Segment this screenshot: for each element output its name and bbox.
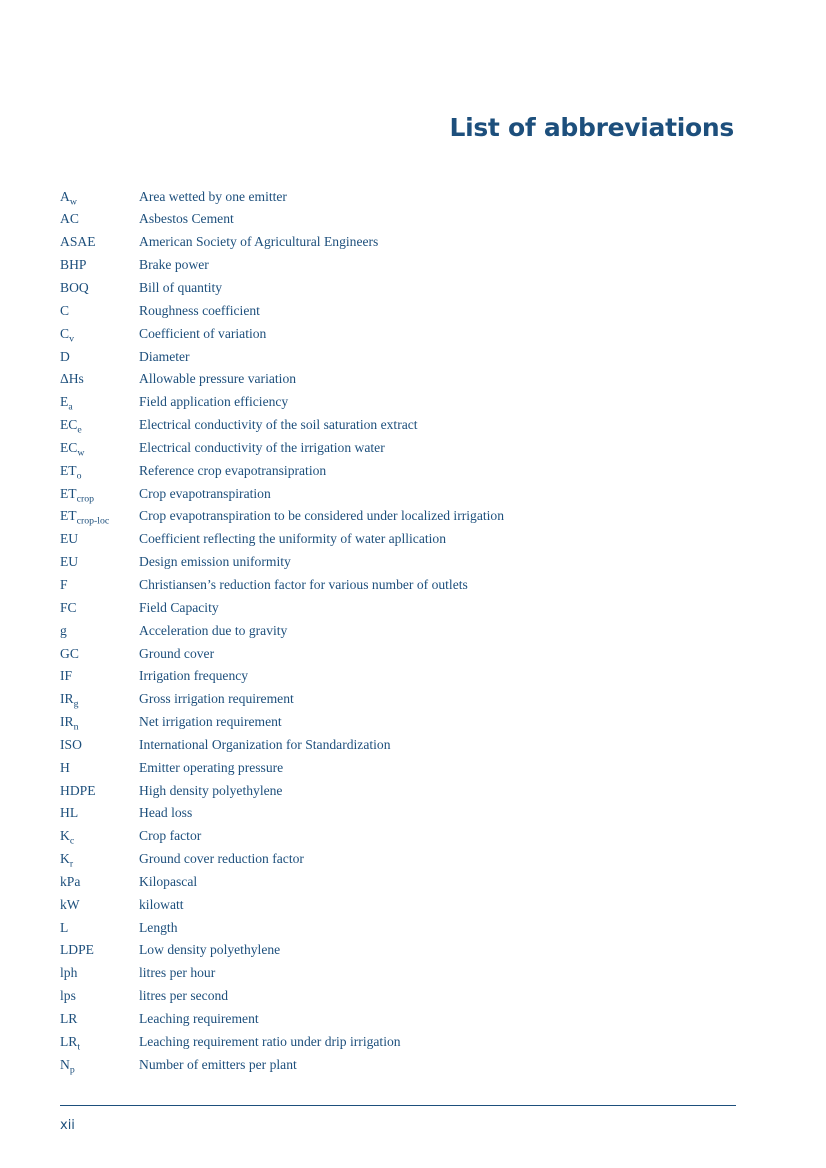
abbreviation-row <box>60 665 760 688</box>
abbreviation-term <box>60 669 139 683</box>
abbreviation-row <box>60 1007 760 1030</box>
abbreviation-subscript: r <box>69 858 74 870</box>
page-title: List of abbreviations <box>449 113 734 142</box>
abbreviation-definition: Field application efficiency <box>139 394 289 410</box>
abbreviation-row <box>60 802 760 825</box>
abbreviation-definition: Asbestos Cement <box>139 211 234 227</box>
abbreviation-term <box>60 258 139 272</box>
abbreviation-definition: Allowable pressure variation <box>139 371 297 387</box>
abbreviation-symbol: ΔHs <box>60 371 84 387</box>
abbreviation-row <box>60 847 760 870</box>
abbreviation-term <box>60 188 139 208</box>
abbreviation-row <box>60 916 760 939</box>
abbreviation-term <box>60 943 139 957</box>
abbreviation-term <box>60 462 139 482</box>
abbreviation-definition: Kilopascal <box>139 873 198 889</box>
abbreviation-definition: Crop factor <box>139 828 202 844</box>
abbreviation-term <box>60 508 139 527</box>
abbreviation-symbol: ET <box>60 485 77 501</box>
abbreviation-definition: Acceleration due to gravity <box>139 622 288 638</box>
abbreviation-term <box>60 325 139 345</box>
abbreviation-row <box>60 779 760 802</box>
abbreviation-term <box>60 714 139 733</box>
abbreviation-definition: Number of emitters per plant <box>139 1056 297 1072</box>
abbreviation-symbol: L <box>60 919 69 935</box>
abbreviation-definition: Bill of quantity <box>139 280 223 295</box>
abbreviation-definition: Design emission uniformity <box>139 554 291 570</box>
abbreviation-symbol: g <box>60 622 67 638</box>
abbreviation-term <box>60 647 139 661</box>
abbreviation-row <box>60 1053 760 1076</box>
abbreviation-definition: Roughness coefficient <box>139 302 260 318</box>
abbreviation-row <box>60 939 760 962</box>
abbreviation-symbol: EU <box>60 554 79 570</box>
abbreviation-symbol: ISO <box>60 736 82 752</box>
abbreviation-symbol: lps <box>60 988 76 1004</box>
abbreviation-subscript: g <box>73 698 79 710</box>
abbreviation-definition: High density polyethylene <box>139 782 283 798</box>
footer-rule <box>60 1105 736 1106</box>
abbreviation-term <box>60 966 139 980</box>
abbreviation-definition: Field Capacity <box>139 599 219 615</box>
abbreviation-term <box>60 532 139 546</box>
abbreviation-symbol: IF <box>60 668 73 684</box>
abbreviation-row <box>60 254 760 277</box>
abbreviation-row <box>60 208 760 231</box>
abbreviation-term <box>60 555 139 569</box>
abbreviation-definition: Ground cover <box>139 645 215 661</box>
abbreviation-definition: Christiansen’s reduction factor for various number of outlets <box>139 576 468 592</box>
abbreviation-row <box>60 642 760 665</box>
abbreviation-term <box>60 212 139 226</box>
abbreviation-term <box>60 578 139 592</box>
abbreviation-term <box>60 921 139 935</box>
abbreviation-row <box>60 893 760 916</box>
abbreviation-definition: Area wetted by one emitter <box>139 188 287 204</box>
abbreviation-subscript: e <box>77 424 82 436</box>
abbreviation-row <box>60 870 760 893</box>
abbreviation-definition: Crop evapotranspiration <box>139 485 271 501</box>
abbreviation-row <box>60 413 760 436</box>
abbreviation-subscript: o <box>76 470 82 482</box>
abbreviation-term <box>60 989 139 1003</box>
abbreviation-symbol: K <box>60 828 70 844</box>
abbreviation-row <box>60 505 760 528</box>
abbreviation-term <box>60 875 139 889</box>
abbreviation-definition: Length <box>139 919 178 935</box>
abbreviation-row <box>60 185 760 208</box>
abbreviation-row <box>60 596 760 619</box>
abbreviation-symbol: ET <box>60 462 77 478</box>
abbreviation-definition: Electrical conductivity of the irrigation water <box>139 439 385 455</box>
abbreviation-term <box>60 601 139 615</box>
abbreviation-symbol: A <box>60 188 70 204</box>
abbreviation-subscript: a <box>68 401 73 413</box>
abbreviation-symbol: D <box>60 348 70 364</box>
abbreviation-definition: Head loss <box>139 805 193 821</box>
abbreviation-term <box>60 851 139 870</box>
abbreviation-definition: International Organization for Standardization <box>139 736 391 752</box>
abbreviation-symbol: EC <box>60 417 78 433</box>
abbreviation-definition: Irrigation frequency <box>139 668 249 684</box>
abbreviation-row <box>60 985 760 1008</box>
abbreviation-definition: Coefficient reflecting the uniformity of water apllication <box>139 531 447 547</box>
abbreviation-symbol: HL <box>60 805 79 821</box>
abbreviation-definition: litres per second <box>139 988 229 1004</box>
abbreviation-subscript: w <box>69 196 77 208</box>
abbreviation-definition: Reference crop evapotransipration <box>139 462 327 478</box>
abbreviation-term <box>60 1033 139 1053</box>
abbreviation-term <box>60 784 139 798</box>
abbreviation-row <box>60 276 760 299</box>
abbreviation-term <box>60 417 139 436</box>
abbreviation-symbol: ET <box>60 508 77 524</box>
abbreviation-term <box>60 372 139 386</box>
abbreviation-symbol: LR <box>60 1033 78 1049</box>
abbreviation-symbol: ASAE <box>60 234 96 250</box>
abbreviation-term <box>60 691 139 710</box>
abbreviation-symbol: BOQ <box>60 280 89 295</box>
abbreviation-row <box>60 345 760 368</box>
abbreviation-symbol: EU <box>60 531 79 547</box>
abbreviation-term <box>60 806 139 820</box>
abbreviation-symbol: N <box>60 1056 70 1072</box>
abbreviation-definition: Diameter <box>139 348 190 364</box>
abbreviation-row <box>60 710 760 733</box>
abbreviation-symbol: LR <box>60 1011 78 1026</box>
abbreviation-definition: Coefficient of variation <box>139 325 267 341</box>
abbreviation-term <box>60 394 139 413</box>
abbreviation-definition: Electrical conductivity of the soil saturation extract <box>139 417 418 433</box>
abbreviation-definition: Emitter operating pressure <box>139 759 284 775</box>
abbreviation-row <box>60 322 760 345</box>
abbreviation-symbol: F <box>60 576 68 592</box>
abbreviation-symbol: AC <box>60 211 79 227</box>
abbreviation-subscript: w <box>77 447 85 459</box>
abbreviation-row <box>60 619 760 642</box>
abbreviation-row <box>60 459 760 482</box>
abbreviation-term <box>60 738 139 752</box>
abbreviation-definition: Ground cover reduction factor <box>139 851 304 867</box>
abbreviation-row <box>60 1030 760 1053</box>
abbreviation-definition: litres per hour <box>139 965 216 981</box>
page-number: xii <box>60 1118 75 1133</box>
abbreviation-row <box>60 962 760 985</box>
abbreviation-term <box>60 761 139 775</box>
abbreviation-term <box>60 485 139 505</box>
abbreviation-symbol: LDPE <box>60 942 94 958</box>
abbreviation-row <box>60 528 760 551</box>
abbreviation-term <box>60 304 139 318</box>
abbreviation-term <box>60 624 139 638</box>
abbreviation-definition: American Society of Agricultural Engineers <box>139 234 379 250</box>
abbreviation-symbol: FC <box>60 599 77 615</box>
abbreviation-row <box>60 688 760 711</box>
abbreviation-definition: Low density polyethylene <box>139 942 281 958</box>
abbreviation-subscript: c <box>69 835 75 847</box>
abbreviation-row <box>60 733 760 756</box>
abbreviation-definition: Brake power <box>139 257 209 273</box>
abbreviation-row <box>60 825 760 848</box>
abbreviation-subscript: v <box>69 333 74 345</box>
abbreviation-definition: Leaching requirement ratio under drip irrigation <box>139 1033 401 1049</box>
abbreviation-symbol: IR <box>60 691 74 707</box>
abbreviation-symbol: IR <box>60 714 74 730</box>
abbreviation-subscript: crop <box>76 493 94 505</box>
abbreviation-row <box>60 231 760 254</box>
abbreviation-symbol: K <box>60 851 70 867</box>
abbreviation-subscript: p <box>69 1064 75 1076</box>
abbreviation-term <box>60 1012 139 1026</box>
abbreviation-symbol: kW <box>60 896 80 912</box>
abbreviation-symbol: BHP <box>60 257 87 273</box>
abbreviation-subscript: t <box>77 1041 81 1053</box>
abbreviation-row <box>60 436 760 459</box>
abbreviation-row <box>60 368 760 391</box>
abbreviation-term <box>60 898 139 912</box>
abbreviation-row <box>60 756 760 779</box>
abbreviation-definition: Leaching requirement <box>139 1011 259 1026</box>
abbreviation-symbol: GC <box>60 645 79 661</box>
abbreviation-list <box>60 185 760 1076</box>
abbreviation-symbol: kPa <box>60 873 81 889</box>
abbreviation-definition: Net irrigation requirement <box>139 714 282 730</box>
abbreviation-subscript: n <box>73 721 79 733</box>
abbreviation-term <box>60 1056 139 1076</box>
abbreviation-subscript: crop-loc <box>76 515 110 527</box>
abbreviation-definition: Crop evapotranspiration to be considered under localized irrigation <box>139 508 505 524</box>
abbreviation-row <box>60 551 760 574</box>
abbreviation-symbol: C <box>60 325 70 341</box>
abbreviation-term <box>60 235 139 249</box>
abbreviation-term <box>60 281 139 295</box>
abbreviation-symbol: HDPE <box>60 782 96 798</box>
abbreviation-symbol: EC <box>60 439 78 455</box>
abbreviation-row <box>60 299 760 322</box>
abbreviation-row <box>60 391 760 414</box>
abbreviation-term <box>60 828 139 847</box>
abbreviation-symbol: H <box>60 759 70 775</box>
abbreviation-row <box>60 482 760 505</box>
abbreviation-symbol: C <box>60 302 70 318</box>
abbreviation-definition: Gross irrigation requirement <box>139 691 294 707</box>
abbreviation-term <box>60 350 139 364</box>
abbreviation-term <box>60 439 139 459</box>
abbreviation-symbol: E <box>60 394 69 410</box>
abbreviation-definition: kilowatt <box>139 896 184 912</box>
abbreviation-row <box>60 573 760 596</box>
abbreviation-symbol: lph <box>60 965 78 981</box>
